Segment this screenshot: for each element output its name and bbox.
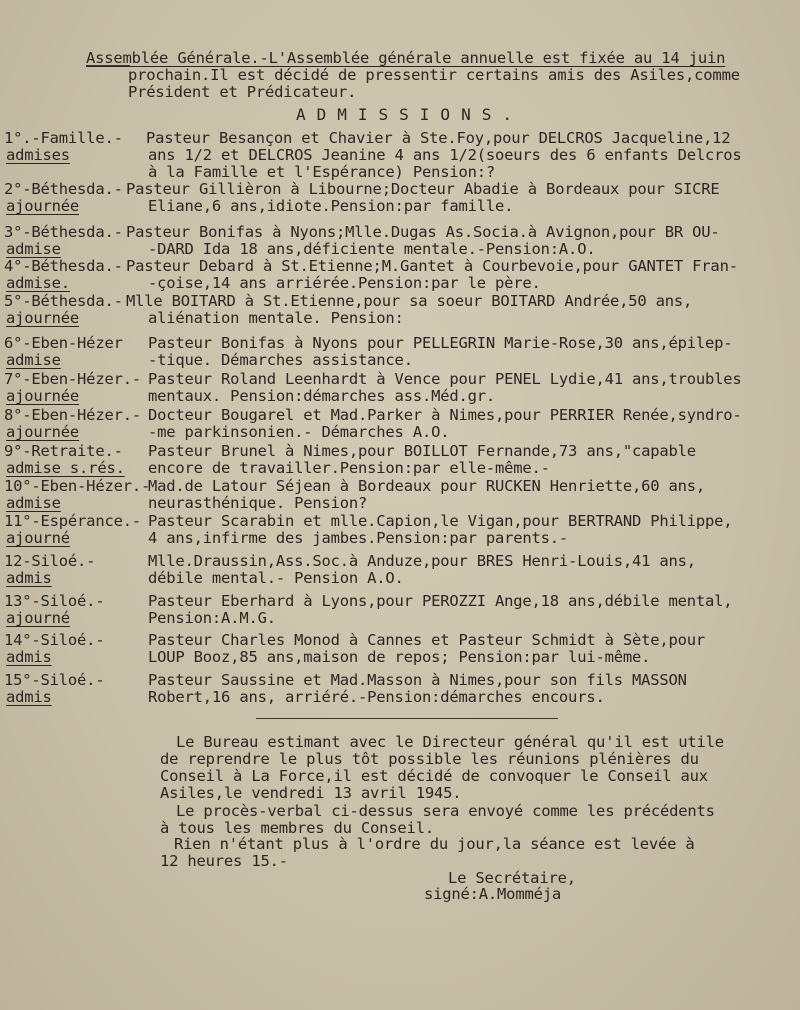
- entry-number: 14°-Siloé.-: [4, 631, 105, 649]
- entry-text-line: Pasteur Eberhard à Lyons,pour PEROZZI Ange,18 ans,débile mental,: [148, 592, 733, 610]
- entry-status: ajournée: [6, 309, 80, 327]
- entry-text-line: Pasteur Bonifas à Nyons pour PELLEGRIN Marie-Rose,30 ans,épilep-: [148, 334, 733, 352]
- closing-p1-line4: Asiles,le vendredi 13 avril 1945.: [160, 784, 462, 802]
- entry-text-line: Mad.de Latour Séjean à Bordeaux pour RUCKEN Henriette,60 ans,: [148, 477, 706, 495]
- entry-status: ajourné: [6, 609, 70, 627]
- entry-status: admise s.rés.: [6, 459, 125, 477]
- closing-p2-line1: Le procès-verbal ci-dessus sera envoyé comme les précédents: [176, 802, 715, 820]
- entry-text-line: Pasteur Gillièron à Libourne;Docteur Abadie à Bordeaux pour SICRE: [126, 180, 720, 198]
- header-line-1: Assemblée Générale.-L'Assemblée générale annuelle est fixée au 14 juin: [86, 49, 726, 67]
- entry-text-line: Mlle.Draussin,Ass.Soc.à Anduze,pour BRES Henri-Louis,41 ans,: [148, 552, 696, 570]
- entry-text-line: aliénation mentale. Pension:: [148, 309, 404, 327]
- entry-number: 4°-Béthesda.-: [4, 257, 123, 275]
- entry-text-line: Pasteur Brunel à Nimes,pour BOILLOT Fernande,73 ans,"capable: [148, 442, 696, 460]
- entry-status: ajournée: [6, 387, 80, 405]
- entry-text-line: Mlle BOITARD à St.Etienne,pour sa soeur BOITARD Andrée,50 ans,: [126, 292, 693, 310]
- entry-text-line: ans 1/2 et DELCROS Jeanine 4 ans 1/2(soeurs des 6 enfants Delcros: [148, 146, 742, 164]
- entry-number: 9°-Retraite.-: [4, 442, 123, 460]
- entry-text-line: Pasteur Debard à St.Etienne;M.Gantet à Courbevoie,pour GANTET Fran-: [126, 257, 738, 275]
- section-title: ADMISSIONS.: [296, 105, 523, 124]
- entry-number: 7°-Eben-Hézer.-: [4, 370, 141, 388]
- header-line-2: prochain.Il est décidé de pressentir certains amis des Asiles,comme: [128, 66, 740, 84]
- entry-status: admise.: [6, 274, 70, 292]
- entry-text-line: LOUP Booz,85 ans,maison de repos; Pension:par lui-même.: [148, 648, 651, 666]
- closing-p1-line1: Le Bureau estimant avec le Directeur général qu'il est utile: [176, 733, 724, 751]
- entry-number: 3°-Béthesda.-: [4, 223, 123, 241]
- entry-text-line: -me parkinsonien.- Démarches A.O.: [148, 423, 450, 441]
- closing-p1-line3: Conseil à La Force,il est décidé de convoquer le Conseil aux: [160, 767, 708, 785]
- entry-text-line: Pasteur Besançon et Chavier à Ste.Foy,pour DELCROS Jacqueline,12: [146, 129, 731, 147]
- entry-status: admise: [6, 494, 61, 512]
- signature-name: signé:A.Momméja: [424, 885, 561, 903]
- entry-number: 15°-Siloé.-: [4, 671, 105, 689]
- signature-title: Le Secrétaire,: [448, 869, 576, 887]
- entry-text-line: Robert,16 ans, arriéré.-Pension:démarches encours.: [148, 688, 605, 706]
- entry-text-line: Eliane,6 ans,idiote.Pension:par famille.: [148, 197, 514, 215]
- header-underline-extension: [86, 65, 130, 66]
- entry-status: admise: [6, 351, 61, 369]
- entry-number: 13°-Siloé.-: [4, 592, 105, 610]
- separator-line: [256, 718, 558, 719]
- entry-text-line: à la Famille et l'Espérance) Pension:?: [148, 163, 496, 181]
- entry-text-line: Pension:A.M.G.: [148, 609, 276, 627]
- closing-p3-line2: 12 heures 15.-: [160, 852, 288, 870]
- entry-status: admis: [6, 648, 52, 666]
- entry-text-line: Pasteur Saussine et Mad.Masson à Nimes,pour son fils MASSON: [148, 671, 687, 689]
- entry-number: 2°-Béthesda.-: [4, 180, 123, 198]
- entry-text-line: débile mental.- Pension A.O.: [148, 569, 404, 587]
- entry-text-line: 4 ans,infirme des jambes.Pension:par parents.-: [148, 529, 569, 547]
- entry-number: 6°-Eben-Hézer: [4, 334, 123, 352]
- entry-text-line: encore de travailler.Pension:par elle-même.-: [148, 459, 550, 477]
- closing-p1-line2: de reprendre le plus tôt possible les réunions plénières du: [160, 750, 699, 768]
- entry-status: ajourné: [6, 529, 70, 547]
- entry-number: 11°-Espérance.-: [4, 512, 141, 530]
- entry-status: ajournée: [6, 423, 80, 441]
- entry-status: ajournée: [6, 197, 80, 215]
- entry-status: admis: [6, 569, 52, 587]
- entry-status: admise: [6, 240, 61, 258]
- closing-p2-line2: à tous les membres du Conseil.: [160, 819, 434, 837]
- entry-number: 10°-Eben-Hézer.-: [4, 477, 151, 495]
- entry-status: admises: [6, 146, 70, 164]
- entry-text-line: -çoise,14 ans arriérée.Pension:par le père.: [148, 274, 541, 292]
- entry-text-line: -tique. Démarches assistance.: [148, 351, 413, 369]
- entry-text-line: mentaux. Pension:démarches ass.Méd.gr.: [148, 387, 496, 405]
- closing-p3-line1: Rien n'étant plus à l'ordre du jour,la séance est levée à: [174, 835, 695, 853]
- entry-text-line: neurasthénique. Pension?: [148, 494, 368, 512]
- entry-number: 8°-Eben-Hézer.-: [4, 406, 141, 424]
- entry-number: 5°-Béthesda.-: [4, 292, 123, 310]
- entry-text-line: Pasteur Bonifas à Nyons;Mlle.Dugas As.Socia.à Avignon,pour BR OU-: [126, 223, 720, 241]
- entry-text-line: Pasteur Charles Monod à Cannes et Pasteur Schmidt à Sète,pour: [148, 631, 706, 649]
- header-line-3: Président et Prédicateur.: [128, 83, 357, 101]
- entry-number: 1°.-Famille.-: [4, 129, 123, 147]
- entry-number: 12-Siloé.-: [4, 552, 96, 570]
- entry-text-line: -DARD Ida 18 ans,déficiente mentale.-Pension:A.O.: [148, 240, 596, 258]
- entry-text-line: Docteur Bougarel et Mad.Parker à Nimes,pour PERRIER Renée,syndro-: [148, 406, 742, 424]
- entry-status: admis: [6, 688, 52, 706]
- entry-text-line: Pasteur Scarabin et mlle.Capion,le Vigan,pour BERTRAND Philippe,: [148, 512, 733, 530]
- entry-text-line: Pasteur Roland Leenhardt à Vence pour PENEL Lydie,41 ans,troubles: [148, 370, 742, 388]
